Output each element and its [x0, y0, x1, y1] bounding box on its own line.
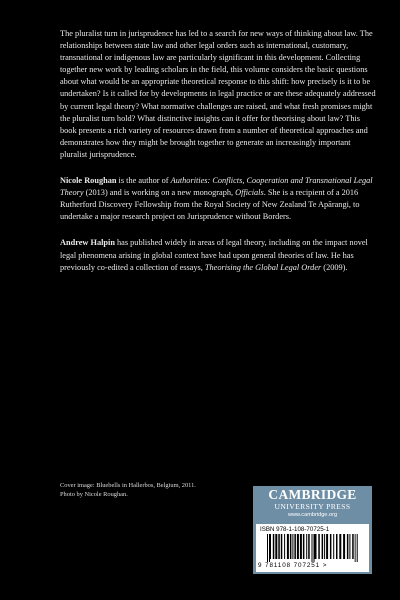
author-bio-1 [60, 175, 378, 223]
barcode-bar [343, 534, 345, 559]
barcode-bar [269, 534, 270, 562]
barcode-bar [284, 534, 285, 559]
barcode-bar [355, 534, 356, 562]
barcode-bar [294, 534, 296, 559]
barcode-bar [308, 534, 310, 559]
barcode-bar [287, 534, 289, 559]
barcode-bar [275, 534, 277, 559]
barcode-bar [356, 534, 357, 562]
publisher-logo [256, 486, 369, 524]
barcode-digits: 9 781108 707251 > [258, 562, 328, 569]
book-description: The pluralist turn in jurisprudence has led to a search for new ways of thinking about law. The relationships between state law and other legal orders such as international, customary, transnational or indigenous law are particularly significant in this development. Collecting together new work by leading scholars in the field, this volume considers the basic questions about what would be an appropriate theoretical response to this shift: how precisely is it to be undertaken? Is it called for by developments in legal practice or are these adequately addressed by current legal theory? What normative challenges are raised, and what fresh promises might the pluralist turn hold? What distinctive insights can it offer for theorising about law? This book presents a rich variety of resources drawn from a number of theoretical approaches and demonstrates how they might be brought together to generate an increasingly important pluralist jurisprudence. [60, 29, 376, 159]
barcode-bar [290, 534, 292, 559]
barcode-bar [278, 534, 280, 559]
barcode-bar [349, 534, 350, 559]
author-bio-1-part-0: is the author of [116, 176, 171, 186]
barcode-bar [330, 534, 332, 559]
publisher-url: www.cambridge.org [287, 512, 338, 518]
author-bio-1-part-1: Authorities: Conflicts, Cooperation and Transnational Legal Theory [60, 176, 373, 198]
author-name-1: Nicole Roughan [60, 176, 117, 186]
cover-image-credit: Cover image: Bluebells in Hallerbos, Belgium, 2011. Photo by Nicole Roughan. [60, 482, 196, 498]
barcode-bar [303, 534, 305, 559]
publisher-name: CAMBRIDGE [268, 487, 357, 502]
barcode-bar [324, 534, 325, 559]
author-bio-2-part-1: Theorising the Global Legal Order [204, 262, 322, 272]
barcode-bar [339, 534, 341, 559]
barcode-bar [357, 534, 358, 562]
barcode-bar [333, 534, 334, 559]
barcode-bar [352, 534, 354, 559]
author-bio-1-part-3: Officials [235, 188, 264, 198]
barcode-bar [292, 534, 293, 559]
barcode-bar [267, 534, 268, 562]
barcode-bar [297, 534, 299, 559]
barcode-bars [266, 534, 360, 562]
author-bio-2 [60, 237, 378, 273]
author-bio-1-part-4: . She is a recipient of a 2016 Rutherford Discovery Fellowship from the Royal Society of New Zealand Te Apārangi, to undertake a major research project on Jurisprudence without Borders. [60, 188, 360, 222]
publisher-subtitle: UNIVERSITY PRESS [274, 502, 351, 511]
blurb-text [60, 28, 378, 288]
author-name-2: Andrew Halpin [60, 238, 115, 248]
isbn-barcode [256, 524, 369, 572]
barcode-bar [318, 534, 320, 559]
barcode-bar [300, 534, 302, 559]
barcode-bar [326, 534, 328, 559]
barcode-bar [273, 534, 275, 559]
barcode-bar [313, 534, 314, 562]
barcode-bar [268, 534, 269, 562]
barcode-bar [347, 534, 349, 559]
barcode-bar [322, 534, 324, 559]
barcode-bar [315, 534, 317, 559]
publisher-panel [253, 486, 372, 574]
author-bio-1-part-2: (2013) and is working on a new monograph, [83, 188, 236, 198]
barcode-bar [314, 534, 315, 562]
isbn-label: ISBN 978-1-108-70725-1 [260, 526, 330, 533]
barcode-bar [306, 534, 307, 559]
barcode-bar [270, 534, 271, 559]
barcode-bar [281, 534, 283, 559]
author-bio-2-part-2: (2009). [321, 262, 348, 272]
author-bio-2-part-0: has published widely in areas of legal theory, including on the impact novel legal phenomena arising in global context have had upon general theories of law. He has previously co-edited a collection of essays, [60, 238, 368, 272]
barcode-bar [336, 534, 338, 559]
barcode-bar [312, 534, 313, 562]
